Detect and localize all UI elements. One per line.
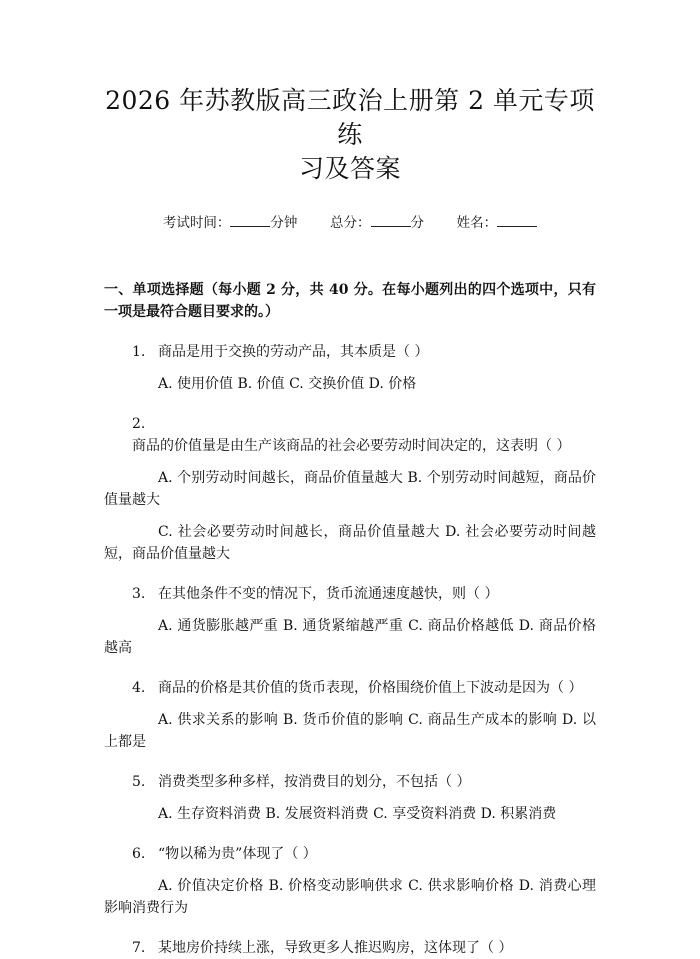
question-number: 2. [132, 416, 146, 432]
name-label: 姓名： [456, 215, 498, 231]
score-blank [371, 212, 411, 227]
score-label: 总分： [330, 215, 371, 231]
question-5-options-1: A. 生存资料消费 B. 发展资料消费 C. 享受资料消费 D. 积累消费 [158, 806, 557, 822]
question-text: 商品是用于交换的劳动产品，其本质是（ ） [158, 344, 429, 360]
question-6-options-1: A. 价值决定价格 B. 价格变动影响供求 C. 供求影响价格 D. 消费心理影响消费行为 [104, 878, 596, 916]
time-blank [230, 212, 270, 227]
question-number: 5. [132, 774, 146, 790]
document-title [104, 84, 596, 186]
question-list [104, 341, 596, 959]
question-text: “物以稀为贵”体现了（ ） [158, 846, 317, 862]
question-text: 商品的价格是其价值的货币表现，价格围绕价值上下波动是因为（ ） [158, 680, 583, 696]
question-2-options-1: A. 个别劳动时间越长，商品价值量越大 B. 个别劳动时间越短，商品价值量越大 [104, 470, 596, 508]
question-3-options-1: A. 通货膨胀越严重 B. 通货紧缩越严重 C. 商品价格越低 D. 商品价格越高 [104, 618, 596, 656]
exam-meta [104, 212, 596, 233]
question-number: 4. [132, 680, 146, 696]
time-unit: 分钟 [270, 215, 298, 231]
question-1 [104, 341, 596, 363]
question-number: 7. [132, 940, 146, 956]
question-text: 消费类型多种多样，按消费目的划分，不包括（ ） [158, 774, 471, 790]
question-text: 某地房价持续上涨，导致更多人推迟购房，这体现了（ ） [158, 940, 513, 956]
time-label: 考试时间： [162, 215, 231, 231]
question-3 [104, 583, 596, 605]
question-7 [104, 937, 596, 959]
question-5 [104, 771, 596, 793]
question-number: 3. [132, 586, 146, 602]
score-unit: 分 [410, 215, 424, 231]
question-4 [104, 677, 596, 699]
question-4-options-1: A. 供求关系的影响 B. 货币价值的影响 C. 商品生产成本的影响 D. 以上都是 [104, 712, 596, 750]
section-header: 一、单项选择题（每小题 2 分，共 40 分。在每小题列出的四个选项中，只有一项是最符合题目要求的。） [104, 282, 596, 320]
question-number: 6. [132, 846, 146, 862]
question-text: 在其他条件不变的情况下，货币流通速度越快，则（ ） [158, 586, 499, 602]
title-line-2: 习及答案 [298, 154, 401, 183]
question-2 [104, 413, 596, 457]
question-2-options-2: C. 社会必要劳动时间越长，商品价值量越大 D. 社会必要劳动时间越短，商品价值量越大 [104, 524, 596, 562]
name-blank [497, 212, 537, 227]
question-text: 商品的价值量是由生产该商品的社会必要劳动时间决定的，这表明（ ） [132, 438, 571, 454]
question-1-options-1: A. 使用价值 B. 价值 C. 交换价值 D. 价格 [158, 376, 417, 392]
title-line-1: 2026 年苏教版高三政治上册第 2 单元专项练 [105, 86, 595, 149]
question-number: 1. [132, 344, 146, 360]
question-6 [104, 843, 596, 865]
